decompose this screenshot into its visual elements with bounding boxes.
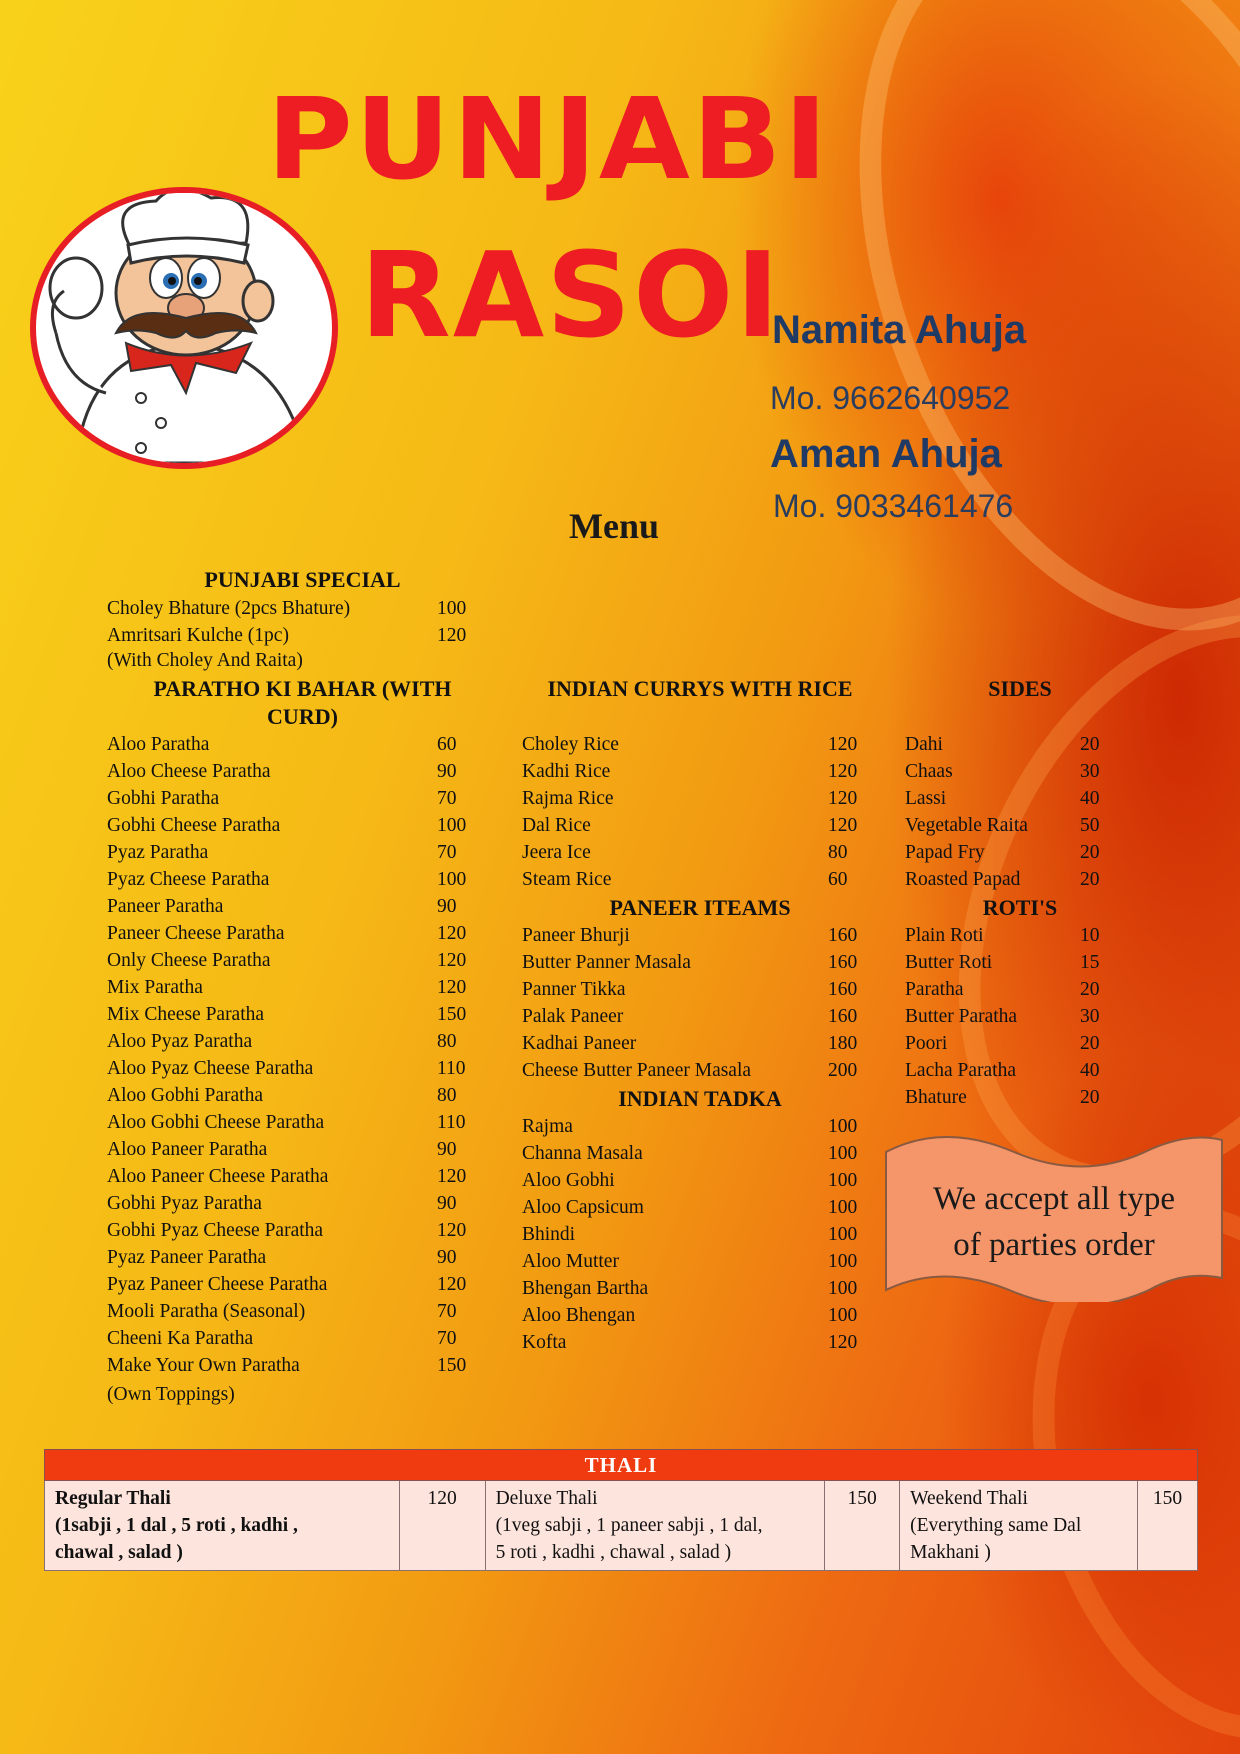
- sides-list: [905, 731, 1105, 893]
- menu-item-price: 160: [828, 979, 858, 1000]
- menu-item-name: Aloo Paneer Cheese Paratha: [107, 1166, 329, 1187]
- menu-item-price: 120: [437, 1220, 467, 1241]
- menu-item-name: Aloo Pyaz Paratha: [107, 1031, 253, 1052]
- menu-item-name: Steam Rice: [522, 869, 612, 890]
- menu-item-price: 100: [437, 598, 467, 619]
- banner-line1: We accept all type: [933, 1181, 1175, 1217]
- menu-item-name: Paneer Bhurji: [522, 925, 630, 946]
- menu-item: [107, 893, 487, 920]
- thali-regular-desc2: chawal , salad ): [55, 1542, 183, 1563]
- menu-item-name: Roasted Papad: [905, 869, 1021, 890]
- menu-item-name: Bhengan Bartha: [522, 1278, 649, 1299]
- menu-item-price: 90: [437, 1193, 457, 1214]
- thali-weekend-name: Weekend Thali: [910, 1488, 1028, 1509]
- menu-item-name: Aloo Gobhi: [522, 1170, 615, 1191]
- menu-item-name: Aloo Cheese Paratha: [107, 761, 271, 782]
- menu-item-name: Plain Roti: [905, 925, 984, 946]
- menu-item: [522, 1221, 872, 1248]
- menu-item-name: Gobhi Pyaz Cheese Paratha: [107, 1220, 324, 1241]
- menu-item-price: 60: [828, 869, 848, 890]
- menu-item-name: Aloo Paratha: [107, 734, 210, 755]
- menu-item: [107, 595, 487, 622]
- menu-item-price: 70: [437, 1301, 457, 1322]
- menu-item-name: Gobhi Pyaz Paratha: [107, 1193, 262, 1214]
- menu-item-price: 70: [437, 788, 457, 809]
- menu-item: [905, 1057, 1105, 1084]
- menu-item-price: 100: [828, 1116, 858, 1137]
- banner-line2: of parties order: [953, 1227, 1155, 1263]
- menu-item-price: 200: [828, 1060, 858, 1081]
- menu-item: [522, 1057, 872, 1084]
- menu-item-name: Pyaz Paneer Paratha: [107, 1247, 267, 1268]
- thali-weekend-price: 150: [1137, 1481, 1197, 1571]
- menu-item: [522, 1167, 872, 1194]
- menu-item: [522, 812, 872, 839]
- menu-item-price: 110: [437, 1058, 466, 1079]
- menu-item: [107, 1082, 487, 1109]
- menu-item-price: 180: [828, 1033, 858, 1054]
- section-title-paneer: PANEER ITEAMS: [609, 895, 791, 920]
- menu-item-name: Bhature: [905, 1087, 967, 1108]
- menu-item-name: Kofta: [522, 1332, 567, 1353]
- contact-name-2: Aman Ahuja: [770, 432, 1002, 476]
- thali-deluxe-name: Deluxe Thali: [495, 1488, 598, 1509]
- menu-item: [107, 1352, 487, 1379]
- menu-item-price: 120: [828, 761, 858, 782]
- menu-item-name: Only Cheese Paratha: [107, 950, 271, 971]
- menu-item-name: Lacha Paratha: [905, 1060, 1016, 1081]
- menu-item: [107, 812, 487, 839]
- menu-item: [905, 1084, 1105, 1111]
- menu-item-price: 90: [437, 896, 457, 917]
- menu-item: [905, 812, 1105, 839]
- menu-item-name: Mooli Paratha (Seasonal): [107, 1301, 306, 1322]
- menu-item-name: Jeera Ice: [522, 842, 591, 863]
- menu-item-name: Aloo Gobhi Cheese Paratha: [107, 1112, 325, 1133]
- menu-item-name: Pyaz Paneer Cheese Paratha: [107, 1274, 328, 1295]
- menu-item: [522, 1248, 872, 1275]
- menu-item-price: 160: [828, 925, 858, 946]
- paratha-note: (Own Toppings): [107, 1384, 235, 1405]
- menu-item-price: 80: [437, 1031, 457, 1052]
- menu-item-price: 120: [437, 950, 467, 971]
- menu-item-price: 100: [828, 1251, 858, 1272]
- menu-item: [522, 1302, 872, 1329]
- menu-item-name: Vegetable Raita: [905, 815, 1028, 836]
- curry-list: [522, 731, 872, 893]
- menu-item: [107, 947, 487, 974]
- menu-item-price: 80: [437, 1085, 457, 1106]
- menu-item-price: 120: [437, 625, 467, 646]
- menu-item: [107, 1163, 487, 1190]
- menu-heading: Menu: [569, 506, 659, 546]
- menu-item-price: 120: [437, 923, 467, 944]
- menu-item: [522, 976, 872, 1003]
- menu-item: [522, 758, 872, 785]
- menu-item-name: Aloo Mutter: [522, 1251, 619, 1272]
- menu-item: [905, 922, 1105, 949]
- menu-item: [107, 1055, 487, 1082]
- menu-item: [905, 731, 1105, 758]
- contact-phone-1: Mo. 9662640952: [770, 380, 1011, 416]
- menu-item: [107, 839, 487, 866]
- menu-item: [522, 1275, 872, 1302]
- menu-item-name: Dal Rice: [522, 815, 591, 836]
- menu-item-price: 20: [1080, 842, 1100, 863]
- menu-item-price: 160: [828, 1006, 858, 1027]
- thali-header-row: [45, 1450, 1198, 1481]
- menu-item-name: Butter Roti: [905, 952, 993, 973]
- menu-item-price: 20: [1080, 1087, 1100, 1108]
- menu-item-name: Aloo Pyaz Cheese Paratha: [107, 1058, 314, 1079]
- menu-item: [107, 920, 487, 947]
- menu-item: [522, 839, 872, 866]
- menu-item-name: Mix Cheese Paratha: [107, 1004, 265, 1025]
- menu-item: [107, 731, 487, 758]
- menu-item-name: Choley Rice: [522, 734, 619, 755]
- menu-item-price: 120: [828, 788, 858, 809]
- menu-item: [905, 949, 1105, 976]
- menu-item: [905, 758, 1105, 785]
- menu-item-name: Chaas: [905, 761, 953, 782]
- menu-item-price: 40: [1080, 788, 1100, 809]
- menu-item-price: 120: [437, 1166, 467, 1187]
- punjabi-special-note: (With Choley And Raita): [107, 650, 303, 671]
- menu-item-name: Aloo Paneer Paratha: [107, 1139, 268, 1160]
- menu-item-price: 100: [828, 1278, 858, 1299]
- menu-item-price: 120: [437, 977, 467, 998]
- menu-item-price: 90: [437, 761, 457, 782]
- menu-item-price: 50: [1080, 815, 1100, 836]
- thali-weekend-desc2: Makhani ): [910, 1542, 991, 1563]
- menu-item-price: 70: [437, 842, 457, 863]
- punjabi-special-list: [107, 595, 487, 649]
- menu-item: [905, 785, 1105, 812]
- menu-item-name: Butter Panner Masala: [522, 952, 691, 973]
- menu-item-price: 120: [828, 734, 858, 755]
- menu-item-name: Aloo Bhengan: [522, 1305, 636, 1326]
- menu-item-name: Poori: [905, 1033, 948, 1054]
- menu-item: [107, 785, 487, 812]
- thali-regular-name: Regular Thali: [55, 1488, 171, 1509]
- menu-item: [522, 1194, 872, 1221]
- section-title-curry: INDIAN CURRYS WITH RICE: [547, 676, 853, 701]
- menu-item-price: 15: [1080, 952, 1100, 973]
- menu-item-name: Panner Tikka: [522, 979, 626, 1000]
- menu-item: [107, 1190, 487, 1217]
- menu-item: [107, 1325, 487, 1352]
- menu-item-name: Bhindi: [522, 1224, 576, 1245]
- menu-item: [107, 1298, 487, 1325]
- menu-item-name: Aloo Capsicum: [522, 1197, 644, 1218]
- menu-item-price: 70: [437, 1328, 457, 1349]
- menu-item-price: 10: [1080, 925, 1100, 946]
- menu-item-price: 20: [1080, 869, 1100, 890]
- menu-item: [107, 1244, 487, 1271]
- thali-deluxe-desc2: 5 roti , kadhi , chawal , salad ): [495, 1542, 732, 1563]
- roti-list: [905, 922, 1105, 1111]
- menu-item-price: 100: [437, 869, 467, 890]
- menu-item-price: 100: [828, 1197, 858, 1218]
- menu-item: [905, 1003, 1105, 1030]
- menu-item-name: Dahi: [905, 734, 943, 755]
- section-title-sides: SIDES: [988, 676, 1052, 701]
- menu-item-price: 20: [1080, 734, 1100, 755]
- menu-item-price: 90: [437, 1139, 457, 1160]
- menu-item-price: 120: [828, 1332, 858, 1353]
- menu-item-name: Channa Masala: [522, 1143, 643, 1164]
- section-title-punjabi-special: PUNJABI SPECIAL: [204, 567, 401, 592]
- menu-item: [522, 731, 872, 758]
- menu-item-name: Paneer Cheese Paratha: [107, 923, 285, 944]
- menu-item-name: Amritsari Kulche (1pc): [107, 625, 289, 646]
- menu-item: [905, 866, 1105, 893]
- thali-regular-desc1: (1sabji , 1 dal , 5 roti , kadhi ,: [55, 1515, 298, 1536]
- menu-item-price: 30: [1080, 1006, 1100, 1027]
- menu-item: [905, 1030, 1105, 1057]
- menu-item: [522, 1003, 872, 1030]
- menu-item-price: 120: [828, 815, 858, 836]
- menu-item: [107, 1271, 487, 1298]
- menu-item: [107, 1136, 487, 1163]
- menu-item-name: Gobhi Paratha: [107, 788, 220, 809]
- menu-item-name: Kadhai Paneer: [522, 1033, 637, 1054]
- contact-phone-2: Mo. 9033461476: [773, 488, 1014, 524]
- menu-item-name: Gobhi Cheese Paratha: [107, 815, 281, 836]
- contact-name-1: Namita Ahuja: [772, 308, 1027, 352]
- menu-item-name: Make Your Own Paratha: [107, 1355, 300, 1376]
- menu-item-price: 120: [437, 1274, 467, 1295]
- menu-item: [107, 1109, 487, 1136]
- menu-item-price: 150: [437, 1355, 467, 1376]
- menu-item-name: Lassi: [905, 788, 947, 809]
- menu-item-name: Pyaz Cheese Paratha: [107, 869, 270, 890]
- chef-logo: [30, 187, 338, 469]
- menu-item-price: 100: [828, 1224, 858, 1245]
- menu-item-name: Cheeni Ka Paratha: [107, 1328, 254, 1349]
- menu-item-price: 60: [437, 734, 457, 755]
- menu-item-price: 100: [437, 815, 467, 836]
- thali-weekend-desc1: (Everything same Dal: [910, 1515, 1082, 1536]
- menu-item: [107, 974, 487, 1001]
- menu-item-name: Palak Paneer: [522, 1006, 624, 1027]
- thali-regular: [45, 1481, 400, 1571]
- menu-item-name: Cheese Butter Paneer Masala: [522, 1060, 752, 1081]
- menu-item-price: 100: [828, 1305, 858, 1326]
- chef-icon: [36, 193, 332, 463]
- menu-item-price: 160: [828, 952, 858, 973]
- menu-item: [107, 1001, 487, 1028]
- menu-item-name: Papad Fry: [905, 842, 985, 863]
- menu-item: [522, 785, 872, 812]
- menu-item-price: 80: [828, 842, 848, 863]
- menu-item-price: 100: [828, 1143, 858, 1164]
- menu-item: [905, 976, 1105, 1003]
- thali-deluxe-desc1: (1veg sabji , 1 paneer sabji , 1 dal,: [495, 1515, 763, 1536]
- menu-item: [107, 1028, 487, 1055]
- menu-item: [522, 866, 872, 893]
- menu-item-name: Choley Bhature (2pcs Bhature): [107, 598, 351, 619]
- menu-item: [522, 1329, 872, 1356]
- thali-title: THALI: [45, 1450, 1198, 1481]
- menu-item: [107, 622, 487, 649]
- menu-item: [905, 839, 1105, 866]
- menu-item-name: Paratha: [905, 979, 964, 1000]
- section-title-paratha-line2: CURD): [267, 704, 338, 729]
- menu-item-price: 40: [1080, 1060, 1100, 1081]
- menu-item-name: Kadhi Rice: [522, 761, 611, 782]
- section-title-roti: ROTI'S: [982, 895, 1058, 920]
- menu-item-name: Paneer Paratha: [107, 896, 224, 917]
- menu-item: [107, 1217, 487, 1244]
- menu-item-name: Rajma Rice: [522, 788, 614, 809]
- paneer-list: [522, 922, 872, 1084]
- thali-deluxe-price: 150: [825, 1481, 900, 1571]
- menu-item: [522, 949, 872, 976]
- menu-item-price: 100: [828, 1170, 858, 1191]
- menu-item-name: Butter Paratha: [905, 1006, 1018, 1027]
- menu-item-price: 90: [437, 1247, 457, 1268]
- section-title-tadka: INDIAN TADKA: [618, 1086, 782, 1111]
- menu-item: [522, 1030, 872, 1057]
- paratha-list: [107, 731, 487, 1379]
- menu-item-name: Mix Paratha: [107, 977, 203, 998]
- thali-row: [45, 1481, 1198, 1571]
- menu-item-price: 150: [437, 1004, 467, 1025]
- section-title-paratha-line1: PARATHO KI BAHAR (WITH: [153, 676, 452, 701]
- thali-regular-price: 120: [399, 1481, 485, 1571]
- menu-item-price: 20: [1080, 979, 1100, 1000]
- title-rasoi: RASOI: [360, 226, 782, 364]
- menu-item-name: Aloo Gobhi Paratha: [107, 1085, 263, 1106]
- section-title-paratha: [110, 675, 495, 731]
- menu-item-price: 110: [437, 1112, 466, 1133]
- menu-item: [522, 922, 872, 949]
- menu-item: [107, 866, 487, 893]
- tadka-list: [522, 1113, 872, 1356]
- menu-item-name: Rajma: [522, 1116, 573, 1137]
- menu-item: [522, 1113, 872, 1140]
- menu-item-name: Pyaz Paratha: [107, 842, 209, 863]
- menu-item: [107, 758, 487, 785]
- title-punjabi: PUNJABI: [266, 75, 830, 205]
- menu-item: [522, 1140, 872, 1167]
- parties-banner-text: [884, 1176, 1224, 1268]
- thali-weekend: [900, 1481, 1138, 1571]
- menu-item-price: 30: [1080, 761, 1100, 782]
- thali-table: [44, 1449, 1198, 1571]
- thali-deluxe: [485, 1481, 825, 1571]
- menu-item-price: 20: [1080, 1033, 1100, 1054]
